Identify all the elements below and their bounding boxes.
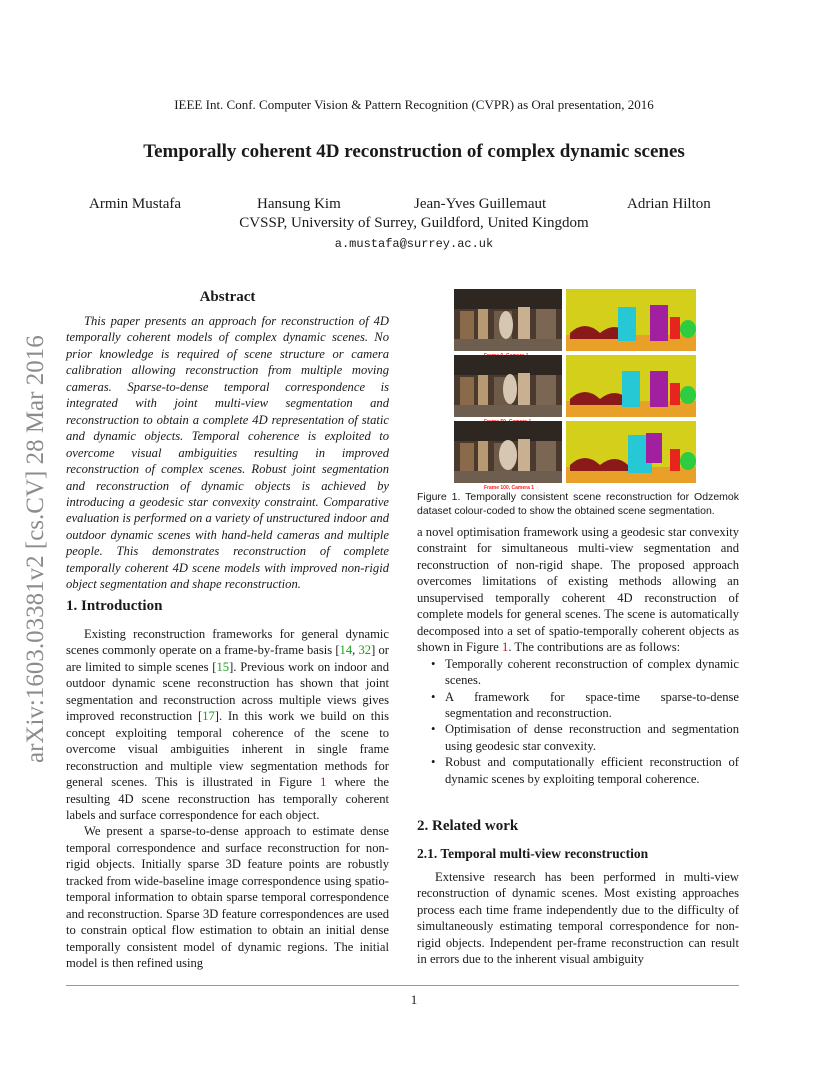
text-span: . The contributions are as follows: — [508, 640, 681, 655]
text-span: ] or are limited to simple scenes [ — [66, 643, 389, 674]
text-span: where the resulting 4D scene reconstruction has temporally coherent labels and surface correspondence for each object. — [66, 775, 389, 822]
list-item — [417, 656, 739, 689]
intro-heading: 1. Introduction — [66, 598, 163, 614]
intro-body — [66, 626, 389, 972]
list-item-text: A framework for space-time sparse-to-dense segmentation and reconstruction. — [445, 689, 739, 720]
bullet-icon: • — [431, 656, 436, 671]
contribution-intro — [417, 524, 739, 656]
email-address[interactable]: a.mustafa@surrey.ac.uk — [334, 237, 494, 251]
arxiv-stamp: arXiv:1603.03381v2 [cs.CV] 28 Mar 2016 — [22, 335, 49, 763]
author-3: Jean-Yves Guillemaut — [414, 196, 547, 212]
related-work-heading: 2. Related work — [417, 818, 519, 834]
page-number: 1 — [410, 992, 418, 1007]
intro-paragraph-2: We present a sparse-to-dense approach to estimate dense temporal correspondence and surface reconstruction for non-rigid objects. Initially sparse 3D feature points are robustly tracked from wide-baseline image correspondence using spatio-temporal information to obtain sparse temporal correspondence and reconstruction. Sparse 3D feature correspondences are used to constrain optical flow estimation to obtain an initial dense temporally consistent model of dynamic regions. The initial model is then refined using — [66, 824, 389, 971]
figure-ref-link[interactable]: 1 — [320, 775, 327, 790]
list-item — [417, 754, 739, 787]
contribution-list — [417, 656, 739, 788]
text-span: , — [352, 643, 359, 658]
figure-row-1 — [454, 289, 696, 359]
citation-link[interactable]: 15 — [216, 659, 230, 674]
related-work-body — [417, 869, 739, 968]
list-item — [417, 689, 739, 722]
paper-title: Temporally coherent 4D reconstruction of complex dynamic scenes — [143, 141, 685, 162]
conference-line: IEEE Int. Conf. Computer Vision & Pattern Recognition (CVPR) as Oral presentation, 2016 — [174, 97, 654, 112]
temporal-reconstruction-subheading: 2.1. Temporal multi-view reconstruction — [417, 846, 649, 861]
citation-link[interactable]: 17 — [202, 709, 215, 724]
text-span: a novel optimisation framework using a geodesic star convexity constraint for simultaneous multi-view segmentation and reconstruction of non-rigid shape. The proposed approach overcomes limitations of existing methods allowing an unsupervised temporally coherent 4D reconstruction of complete models for general scenes. The scene is automatically decomposed into a set of spatio-temporally coherent objects as shown in Figure — [417, 525, 739, 655]
bullet-icon: • — [431, 689, 436, 704]
affiliation: CVSSP, University of Surrey, Guildford, United Kingdom — [239, 215, 589, 231]
bullet-icon: • — [431, 755, 436, 770]
intro-paragraph-1 — [66, 626, 389, 823]
abstract-body — [66, 313, 389, 593]
list-item-text: Optimisation of dense reconstruction and segmentation using geodesic star convexity. — [445, 722, 739, 753]
figure-1-image — [450, 289, 738, 491]
list-item-text: Robust and computationally efficient reconstruction of dynamic scenes by exploiting temporal coherence. — [445, 755, 739, 786]
abstract-heading: Abstract — [199, 289, 256, 305]
related-paragraph: Extensive research has been performed in multi-view reconstruction of dynamic scenes. Most existing approaches process each time frame independently due to the difficulty of simultaneously estimating temporal correspondence for non-rigid objects. Independent per-frame reconstruction can result in errors due to the inherent visual ambiguity — [417, 870, 739, 967]
abstract-text: This paper presents an approach for reconstruction of 4D temporally coherent models of complex dynamic scenes. No prior knowledge is required of scene structure or camera calibration allowing reconstruction from multiple moving cameras. Sparse-to-dense temporal correspondence is integrated with joint multi-view segmentation and reconstruction to obtain a complete 4D representation of static and dynamic objects. Temporal coherence is exploited to overcome visual ambiguities resulting in improved reconstruction of complex scenes. Robust joint segmentation and reconstruction of dynamic objects is achieved by introducing a geodesic star convexity constraint. Comparative evaluation is performed on a variety of unstructured indoor and outdoor dynamic scenes with hand-held cameras and multiple people. This demonstrates reconstruction of complete temporally coherent 4D scene models with improved non-rigid object segmentation and shape reconstruction. — [66, 314, 389, 592]
author-2: Hansung Kim — [257, 196, 341, 212]
figure-ref-link[interactable]: 1 — [502, 640, 509, 655]
figure-row-2 — [454, 355, 696, 425]
author-4: Adrian Hilton — [627, 196, 711, 212]
footer-divider — [66, 985, 739, 986]
bullet-icon: • — [431, 722, 436, 737]
text-span: ]. Previous work on indoor and outdoor dynamic scene reconstruction has shown that joint segmentation and reconstruction across multiple views gives improved reconstruction [ — [66, 659, 389, 724]
frame-label: Frame 100, Camera 1 — [484, 485, 535, 491]
right-column-body — [417, 524, 739, 787]
list-item-text: Temporally coherent reconstruction of complex dynamic scenes. — [445, 656, 739, 688]
figure-caption: Figure 1. Temporally consistent scene reconstruction for Odzemok dataset colour-coded to show the obtained scene segmentation. — [417, 491, 739, 517]
figure-row-3 — [454, 421, 696, 491]
text-span: ]. In this work we build on this concept exploiting temporal coherence of the scene to overcome visual ambiguities inherent in single frame reconstruction and multiple view segmentation methods for general scenes. This is illustrated in Figure — [66, 709, 389, 790]
citation-link[interactable]: 14 — [339, 643, 353, 658]
text-span: Existing reconstruction frameworks for general dynamic scenes commonly operate on a frame-by-frame basis [ — [66, 627, 389, 658]
citation-link[interactable]: 32 — [358, 643, 372, 658]
author-1: Armin Mustafa — [89, 196, 182, 212]
list-item — [417, 721, 739, 754]
